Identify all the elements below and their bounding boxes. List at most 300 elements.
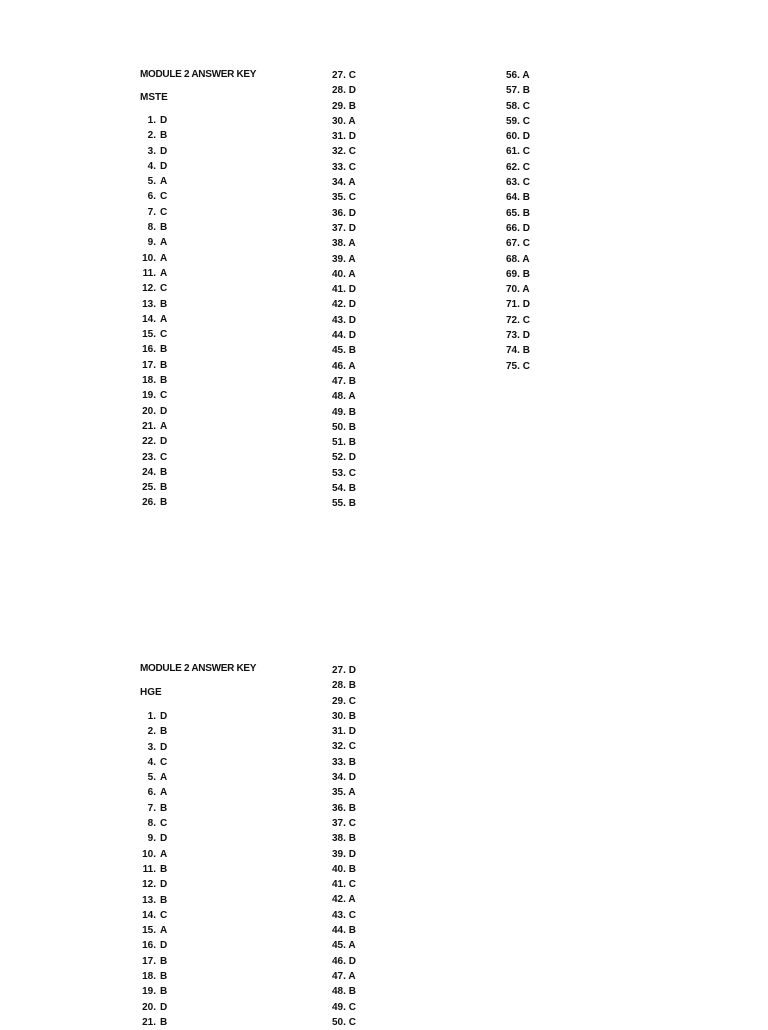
question-number: 34. [332, 772, 346, 784]
answer-item [332, 892, 356, 907]
answer-letter: B [160, 298, 168, 310]
answer-letter: D [348, 848, 356, 860]
question-number: 12. [142, 879, 156, 891]
question-number: 63. [506, 177, 520, 189]
answer-letter: A [160, 772, 168, 784]
answer-letter: B [160, 986, 168, 998]
answer-item [332, 724, 356, 739]
question-number: 15. [142, 329, 156, 341]
answer-item [332, 420, 356, 435]
question-number: 53. [332, 467, 346, 479]
question-number: 22. [142, 436, 156, 448]
answer-item [332, 785, 356, 800]
question-number: 49. [332, 406, 346, 418]
question-number: 20. [142, 405, 156, 417]
question-number: 29. [332, 100, 346, 112]
answer-item [137, 281, 167, 296]
answer-item [506, 99, 530, 114]
question-number: 17. [142, 359, 156, 371]
answer-letter: D [160, 711, 168, 722]
answer-item [332, 938, 356, 953]
answer-letter: B [348, 375, 356, 387]
question-number: 65. [506, 207, 520, 219]
answer-item [137, 954, 167, 969]
answer-item [137, 480, 167, 495]
question-number: 58. [506, 100, 520, 112]
question-number: 27. [332, 665, 346, 676]
answer-item [332, 144, 356, 159]
answer-letter: D [522, 131, 530, 143]
answer-item [137, 923, 167, 938]
answer-item [332, 297, 356, 312]
answer-column-2 [332, 663, 356, 1030]
answer-letter: D [160, 436, 168, 448]
answer-item [332, 496, 356, 511]
question-number: 64. [506, 192, 520, 204]
answer-item [137, 862, 167, 877]
answer-item [137, 877, 167, 892]
answer-letter: A [522, 70, 530, 81]
answer-item [506, 328, 530, 343]
answer-letter: B [522, 207, 530, 219]
answer-letter: C [160, 818, 168, 830]
answer-item [332, 267, 356, 282]
answer-item [332, 678, 356, 693]
answer-letter: D [348, 452, 356, 464]
answer-item [137, 327, 167, 342]
answer-item [137, 1000, 167, 1015]
answer-item [332, 435, 356, 450]
question-number: 70. [506, 284, 520, 296]
answer-item [137, 220, 167, 235]
answer-item [332, 923, 356, 938]
answer-letter: C [348, 741, 356, 753]
question-number: 41. [332, 284, 346, 296]
answer-item [137, 495, 167, 510]
answer-item [137, 205, 167, 220]
question-number: 72. [506, 314, 520, 326]
answer-letter: D [348, 314, 356, 326]
answer-letter: C [522, 161, 530, 173]
answer-item [137, 816, 167, 831]
answer-letter: A [348, 391, 356, 403]
answer-letter: C [522, 177, 530, 189]
section-title: MODULE 2 ANSWER KEY [140, 663, 257, 674]
question-number: 7. [147, 206, 156, 218]
question-number: 36. [332, 802, 346, 814]
answer-item [332, 252, 356, 267]
answer-letter: B [160, 894, 168, 906]
section-title: MODULE 2 ANSWER KEY [140, 69, 257, 80]
answer-letter: C [160, 451, 168, 463]
answer-item [332, 175, 356, 190]
answer-item [137, 908, 167, 923]
question-number: 32. [332, 741, 346, 753]
answer-letter: C [160, 756, 168, 768]
answer-item [137, 938, 167, 953]
answer-letter: B [348, 802, 356, 814]
answer-item [137, 450, 167, 465]
question-number: 24. [142, 466, 156, 478]
answer-letter: B [348, 863, 356, 875]
answer-letter: C [522, 115, 530, 127]
answer-item [332, 313, 356, 328]
answer-item [506, 144, 530, 159]
question-number: 39. [332, 253, 346, 265]
answer-item [332, 282, 356, 297]
answer-letter: C [348, 161, 356, 173]
answer-letter: B [348, 756, 356, 768]
answer-item [137, 419, 167, 434]
question-number: 33. [332, 756, 346, 768]
answer-item [137, 785, 167, 800]
answer-letter: A [348, 268, 356, 280]
answer-item [332, 954, 356, 969]
answer-item [506, 160, 530, 175]
answer-item [506, 236, 530, 251]
answer-item [332, 481, 356, 496]
question-number: 71. [506, 299, 520, 311]
answer-item [506, 68, 530, 83]
question-number: 49. [332, 1001, 346, 1013]
question-number: 38. [332, 238, 346, 250]
answer-item [137, 465, 167, 480]
question-number: 60. [506, 131, 520, 143]
answer-letter: B [348, 710, 356, 722]
answer-item [137, 144, 167, 159]
question-number: 8. [147, 818, 156, 830]
answer-item [332, 68, 356, 83]
answer-letter: B [160, 955, 168, 967]
answer-letter: D [348, 772, 356, 784]
answer-item [506, 114, 530, 129]
answer-letter: B [348, 345, 356, 357]
answer-item [332, 328, 356, 343]
answer-letter: D [348, 207, 356, 219]
question-number: 42. [332, 894, 346, 906]
answer-letter: B [348, 498, 356, 510]
answer-letter: A [160, 267, 168, 279]
answer-item [332, 1000, 356, 1015]
answer-item [137, 404, 167, 419]
section-subject: HGE [140, 687, 162, 698]
question-number: 32. [332, 146, 346, 158]
answer-letter: B [160, 726, 168, 738]
answer-letter: A [348, 894, 356, 906]
answer-item [137, 235, 167, 250]
question-number: 18. [142, 375, 156, 387]
answer-letter: C [348, 695, 356, 707]
question-number: 6. [147, 787, 156, 799]
answer-letter: D [522, 299, 530, 311]
answer-letter: C [348, 1001, 356, 1013]
answer-letter: D [348, 222, 356, 234]
answer-letter: B [348, 483, 356, 495]
question-number: 5. [147, 176, 156, 188]
question-number: 47. [332, 375, 346, 387]
answer-item [332, 862, 356, 877]
answer-item [137, 312, 167, 327]
question-number: 28. [332, 680, 346, 692]
question-number: 10. [142, 252, 156, 264]
answer-letter: A [348, 970, 356, 982]
answer-letter: C [160, 329, 168, 341]
answer-letter: D [160, 115, 168, 126]
answer-item [137, 740, 167, 755]
answer-item [137, 709, 167, 724]
answer-item [332, 831, 356, 846]
answer-letter: B [160, 971, 168, 983]
question-number: 6. [147, 191, 156, 203]
answer-letter: C [522, 238, 530, 250]
answer-letter: B [160, 863, 168, 875]
question-number: 55. [332, 498, 346, 510]
answer-item [137, 297, 167, 312]
question-number: 68. [506, 253, 520, 265]
question-number: 39. [332, 848, 346, 860]
question-number: 17. [142, 955, 156, 967]
answer-letter: D [160, 833, 168, 845]
question-number: 26. [142, 497, 156, 509]
answer-letter: B [160, 359, 168, 371]
question-number: 40. [332, 863, 346, 875]
question-number: 10. [142, 848, 156, 860]
answer-letter: A [160, 237, 168, 249]
question-number: 16. [142, 940, 156, 952]
answer-item [137, 373, 167, 388]
answer-letter: B [160, 375, 168, 387]
answer-item [137, 266, 167, 281]
question-number: 59. [506, 115, 520, 127]
question-number: 46. [332, 955, 346, 967]
answer-column-3 [506, 68, 530, 374]
answer-letter: B [348, 833, 356, 845]
answer-letter: C [160, 206, 168, 218]
question-number: 11. [142, 267, 156, 279]
question-number: 33. [332, 161, 346, 173]
answer-item [137, 434, 167, 449]
question-number: 7. [147, 802, 156, 814]
answer-item [506, 252, 530, 267]
answer-item [137, 847, 167, 862]
question-number: 20. [142, 1001, 156, 1013]
question-number: 14. [142, 909, 156, 921]
question-number: 54. [332, 483, 346, 495]
question-number: 47. [332, 970, 346, 982]
answer-letter: B [348, 986, 356, 998]
question-number: 13. [142, 894, 156, 906]
answer-letter: B [160, 466, 168, 478]
answer-item [137, 189, 167, 204]
question-number: 34. [332, 177, 346, 189]
answer-letter: B [348, 421, 356, 433]
question-number: 46. [332, 360, 346, 372]
answer-item [137, 174, 167, 189]
answer-item [332, 770, 356, 785]
question-number: 61. [506, 146, 520, 158]
question-number: 9. [147, 833, 156, 845]
answer-item [332, 389, 356, 404]
question-number: 45. [332, 940, 346, 952]
answer-letter: D [348, 85, 356, 97]
answer-letter: B [160, 802, 168, 814]
answer-column-1 [137, 113, 167, 511]
answer-item [332, 466, 356, 481]
answer-letter: C [348, 1016, 356, 1028]
answer-item [332, 847, 356, 862]
answer-letter: A [348, 360, 356, 372]
question-number: 18. [142, 971, 156, 983]
answer-item [137, 113, 167, 128]
answer-item [137, 831, 167, 846]
question-number: 48. [332, 986, 346, 998]
answer-letter: B [522, 345, 530, 357]
question-number: 19. [142, 390, 156, 402]
answer-item [506, 190, 530, 205]
question-number: 75. [506, 360, 520, 372]
answer-item [332, 114, 356, 129]
answer-item [137, 755, 167, 770]
answer-item [332, 709, 356, 724]
answer-item [137, 1015, 167, 1030]
question-number: 9. [147, 237, 156, 249]
question-number: 14. [142, 313, 156, 325]
answer-letter: D [348, 955, 356, 967]
answer-column-2 [332, 68, 356, 512]
question-number: 66. [506, 222, 520, 234]
question-number: 44. [332, 925, 346, 937]
question-number: 48. [332, 391, 346, 403]
question-number: 45. [332, 345, 346, 357]
answer-column-1 [137, 709, 167, 1030]
question-number: 37. [332, 817, 346, 829]
answer-item [332, 221, 356, 236]
question-number: 67. [506, 238, 520, 250]
answer-item [332, 343, 356, 358]
answer-letter: A [160, 787, 168, 799]
answer-item [332, 206, 356, 221]
question-number: 4. [147, 756, 156, 768]
answer-letter: D [348, 330, 356, 342]
question-number: 2. [147, 726, 156, 738]
question-number: 51. [332, 437, 346, 449]
question-number: 30. [332, 710, 346, 722]
answer-letter: B [160, 222, 168, 234]
question-number: 3. [147, 145, 156, 157]
answer-item [332, 739, 356, 754]
answer-item [332, 405, 356, 420]
question-number: 74. [506, 345, 520, 357]
question-number: 50. [332, 1016, 346, 1028]
question-number: 38. [332, 833, 346, 845]
answer-letter: B [348, 437, 356, 449]
question-number: 13. [142, 298, 156, 310]
answer-letter: C [522, 314, 530, 326]
answer-letter: D [348, 665, 356, 676]
answer-letter: D [160, 160, 168, 172]
answer-letter: D [348, 131, 356, 143]
question-number: 11. [142, 863, 156, 875]
answer-item [506, 83, 530, 98]
answer-item [506, 129, 530, 144]
question-number: 69. [506, 268, 520, 280]
answer-item [137, 128, 167, 143]
answer-item [332, 99, 356, 114]
answer-letter: C [348, 817, 356, 829]
question-number: 37. [332, 222, 346, 234]
answer-letter: C [522, 360, 530, 372]
question-number: 2. [147, 130, 156, 142]
answer-letter: A [348, 177, 356, 189]
answer-item [332, 969, 356, 984]
question-number: 27. [332, 70, 346, 81]
question-number: 52. [332, 452, 346, 464]
answer-letter: C [348, 192, 356, 204]
answer-item [332, 83, 356, 98]
answer-letter: B [348, 680, 356, 692]
answer-letter: D [522, 330, 530, 342]
answer-letter: C [348, 70, 356, 81]
question-number: 62. [506, 161, 520, 173]
question-number: 29. [332, 695, 346, 707]
question-number: 4. [147, 160, 156, 172]
answer-item [332, 450, 356, 465]
answer-letter: A [348, 238, 356, 250]
question-number: 1. [147, 711, 156, 722]
answer-item [506, 313, 530, 328]
question-number: 35. [332, 192, 346, 204]
answer-item [332, 1015, 356, 1030]
question-number: 73. [506, 330, 520, 342]
question-number: 40. [332, 268, 346, 280]
answer-letter: A [160, 176, 168, 188]
answer-letter: B [522, 192, 530, 204]
answer-letter: C [160, 191, 168, 203]
answer-letter: D [160, 879, 168, 891]
question-number: 30. [332, 115, 346, 127]
question-number: 57. [506, 85, 520, 97]
answer-letter: A [160, 848, 168, 860]
answer-letter: A [348, 940, 356, 952]
answer-letter: A [348, 115, 356, 127]
answer-item [137, 251, 167, 266]
answer-letter: C [522, 100, 530, 112]
question-number: 23. [142, 451, 156, 463]
answer-item [137, 969, 167, 984]
question-number: 31. [332, 131, 346, 143]
answer-letter: A [348, 253, 356, 265]
answer-letter: A [160, 252, 168, 264]
answer-letter: A [160, 313, 168, 325]
answer-item [506, 359, 530, 374]
answer-letter: B [160, 1016, 168, 1028]
answer-item [137, 388, 167, 403]
answer-letter: A [160, 420, 168, 432]
section-subject: MSTE [140, 92, 168, 103]
answer-item [332, 359, 356, 374]
answer-letter: B [348, 925, 356, 937]
answer-item [506, 175, 530, 190]
answer-item [506, 297, 530, 312]
question-number: 50. [332, 421, 346, 433]
answer-letter: D [160, 940, 168, 952]
answer-letter: C [348, 146, 356, 158]
answer-item [332, 663, 356, 678]
answer-item [332, 984, 356, 999]
answer-letter: D [160, 1001, 168, 1013]
answer-letter: C [348, 909, 356, 921]
answer-letter: A [522, 253, 530, 265]
